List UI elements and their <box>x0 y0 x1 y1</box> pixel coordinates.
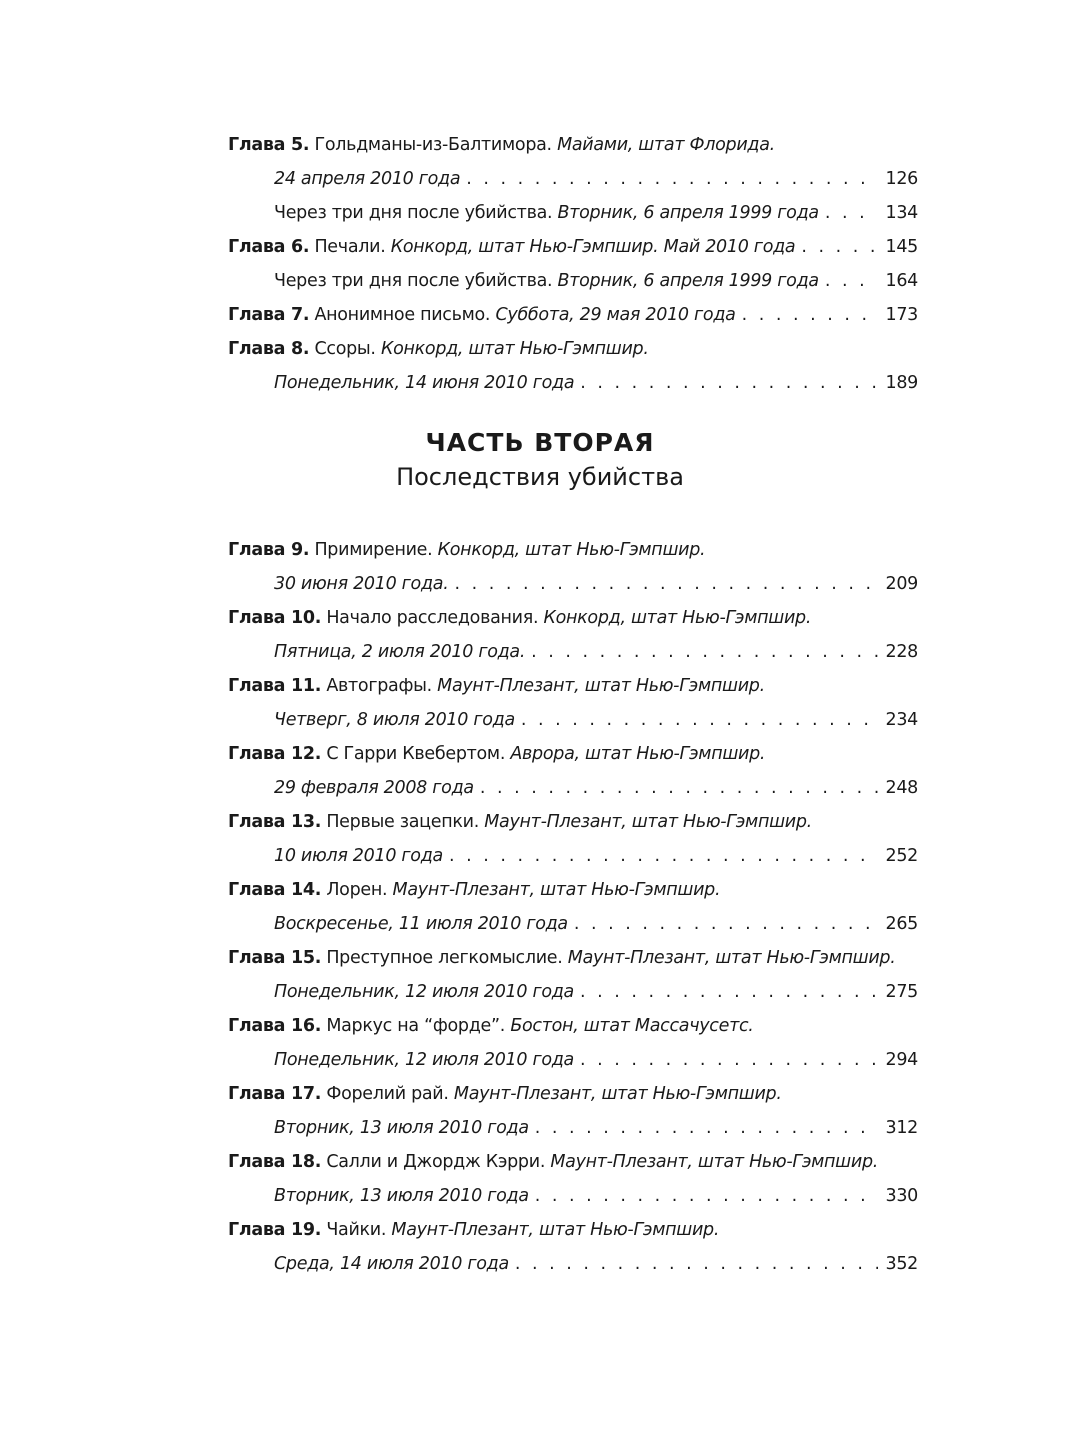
page-number: 234 <box>885 710 918 730</box>
dot-leader <box>825 264 878 298</box>
chapter-label: Глава 9. <box>228 540 310 560</box>
chapter-label: Глава 10. <box>228 608 322 628</box>
toc-entry-chapter-8 <box>228 332 918 366</box>
toc-entry-chapter-6 <box>228 230 918 264</box>
subsection-text <box>274 264 819 298</box>
page-number: 252 <box>885 846 918 866</box>
dot-leader <box>825 196 878 230</box>
toc-entry-chapter-14-date <box>228 907 918 941</box>
toc-entry-subsection <box>228 264 918 298</box>
chapter-label: Глава 19. <box>228 1220 322 1240</box>
chapter-label: Глава 12. <box>228 744 322 764</box>
chapter-place: Бостон, штат Массачусетс. <box>510 1016 754 1036</box>
subsection-title: Через три дня после убийства. <box>274 271 553 291</box>
page-number: 164 <box>885 271 918 291</box>
page-number: 189 <box>885 373 918 393</box>
toc-entry-chapter-16 <box>228 1009 918 1043</box>
toc-entry-chapter-15-date <box>228 975 918 1009</box>
subsection-title: Через три дня после убийства. <box>274 203 553 223</box>
chapter-place: Конкорд, штат Нью-Гэмпшир. <box>437 540 706 560</box>
chapter-date: Вторник, 13 июля 2010 года <box>274 1186 529 1206</box>
toc-entry-chapter-12-date <box>228 771 918 805</box>
chapter-title: Салли и Джордж Кэрри. <box>326 1152 546 1172</box>
subsection-date: Вторник, 6 апреля 1999 года <box>557 271 819 291</box>
dot-leader <box>801 230 878 264</box>
toc-entry-subsection <box>228 196 918 230</box>
toc-entry-chapter-5-date <box>228 162 918 196</box>
chapter-date: Понедельник, 12 июля 2010 года <box>274 1050 574 1070</box>
toc-entry-chapter-5 <box>228 128 918 162</box>
chapter-label: Глава 6. <box>228 237 310 257</box>
chapter-label: Глава 17. <box>228 1084 322 1104</box>
toc-entry-chapter-10 <box>228 601 918 635</box>
dot-leader <box>535 1179 878 1213</box>
toc-part-two <box>228 533 918 1281</box>
chapter-title: Лорен. <box>326 880 388 900</box>
page-number: 294 <box>885 1050 918 1070</box>
chapter-label: Глава 8. <box>228 339 310 359</box>
page-number: 275 <box>885 982 918 1002</box>
chapter-title: Чайки. <box>326 1220 387 1240</box>
chapter-place: Маунт-Плезант, штат Нью-Гэмпшир. <box>567 948 896 968</box>
chapter-place: Маунт-Плезант, штат Нью-Гэмпшир. <box>392 880 721 900</box>
chapter-title: Первые зацепки. <box>326 812 479 832</box>
chapter-place: Маунт-Плезант, штат Нью-Гэмпшир. <box>391 1220 720 1240</box>
chapter-date: Суббота, 29 мая 2010 года <box>495 305 736 325</box>
dot-leader <box>466 162 878 196</box>
page-number: 248 <box>885 778 918 798</box>
chapter-title: Анонимное письмо. <box>314 305 491 325</box>
chapter-place: Майами, штат Флорида. <box>557 135 775 155</box>
chapter-place: Маунт-Плезант, штат Нью-Гэмпшир. <box>550 1152 879 1172</box>
chapter-place: Маунт-Плезант, штат Нью-Гэмпшир. <box>437 676 765 696</box>
dot-leader <box>515 1247 878 1281</box>
chapter-title: Преступное легкомыслие. <box>326 948 563 968</box>
chapter-title: Ссоры. <box>314 339 376 359</box>
subsection-text <box>274 196 819 230</box>
page-number: 145 <box>885 237 918 257</box>
chapter-date: Вторник, 13 июля 2010 года <box>274 1118 529 1138</box>
chapter-label: Глава 5. <box>228 135 310 155</box>
page-number: 265 <box>885 914 918 934</box>
toc-entry-chapter-12 <box>228 737 918 771</box>
chapter-title: Форелий рай. <box>326 1084 449 1104</box>
toc-entry-chapter-9-date <box>228 567 918 601</box>
toc-entry-chapter-16-date <box>228 1043 918 1077</box>
dot-leader <box>580 975 878 1009</box>
chapter-label: Глава 11. <box>228 676 322 696</box>
subsection-date: Вторник, 6 апреля 1999 года <box>557 203 819 223</box>
dot-leader <box>742 298 878 332</box>
toc-part-one <box>228 128 918 400</box>
toc-entry-chapter-13 <box>228 805 918 839</box>
chapter-title: Гольдманы-из-Балтимора. <box>314 135 552 155</box>
toc-entry-chapter-7 <box>228 298 918 332</box>
page-number: 209 <box>885 574 918 594</box>
toc-entry-chapter-13-date <box>228 839 918 873</box>
dot-leader <box>574 907 878 941</box>
chapter-title: Начало расследования. <box>326 608 539 628</box>
chapter-date: 30 июня 2010 года. <box>274 574 449 594</box>
dot-leader <box>454 567 878 601</box>
dot-leader <box>480 771 878 805</box>
toc-entry-chapter-11-date <box>228 703 918 737</box>
chapter-text <box>228 230 795 264</box>
chapter-place: Маунт-Плезант, штат Нью-Гэмпшир. <box>484 812 812 832</box>
chapter-date: Понедельник, 12 июля 2010 года <box>274 982 574 1002</box>
chapter-title: Печали. <box>314 237 386 257</box>
chapter-label: Глава 16. <box>228 1016 322 1036</box>
page-number: 173 <box>885 305 918 325</box>
chapter-title: С Гарри Квебертом. <box>326 744 506 764</box>
part-two-subtitle: Последствия убийства <box>396 463 684 491</box>
dot-leader <box>580 1043 878 1077</box>
chapter-date: 10 июля 2010 года <box>274 846 443 866</box>
chapter-text <box>228 298 736 332</box>
chapter-date: Понедельник, 14 июня 2010 года <box>274 373 575 393</box>
chapter-label: Глава 14. <box>228 880 322 900</box>
toc-entry-chapter-17 <box>228 1077 918 1111</box>
chapter-place: Конкорд, штат Нью-Гэмпшир. <box>543 608 812 628</box>
page-number: 312 <box>885 1118 918 1138</box>
page-number: 126 <box>885 169 918 189</box>
chapter-date: Воскресенье, 11 июля 2010 года <box>274 914 568 934</box>
chapter-date: Конкорд, штат Нью-Гэмпшир. Май 2010 года <box>390 237 796 257</box>
chapter-label: Глава 15. <box>228 948 322 968</box>
toc-entry-chapter-8-date <box>228 366 918 400</box>
chapter-place: Маунт-Плезант, штат Нью-Гэмпшир. <box>453 1084 782 1104</box>
page-number: 134 <box>885 203 918 223</box>
dot-leader <box>449 839 878 873</box>
dot-leader <box>531 635 878 669</box>
chapter-place: Аврора, штат Нью-Гэмпшир. <box>510 744 766 764</box>
page-number: 330 <box>885 1186 918 1206</box>
chapter-date: Пятница, 2 июля 2010 года. <box>274 642 526 662</box>
toc-entry-chapter-19 <box>228 1213 918 1247</box>
part-two-title: ЧАСТЬ ВТОРАЯ <box>425 428 655 457</box>
chapter-date: 29 февраля 2008 года <box>274 778 474 798</box>
page-number: 228 <box>885 642 918 662</box>
toc-entry-chapter-10-date <box>228 635 918 669</box>
dot-leader <box>521 703 878 737</box>
toc-entry-chapter-18 <box>228 1145 918 1179</box>
toc-entry-chapter-19-date <box>228 1247 918 1281</box>
chapter-date: 24 апреля 2010 года <box>274 169 461 189</box>
toc-entry-chapter-14 <box>228 873 918 907</box>
page-number: 352 <box>885 1254 918 1274</box>
chapter-title: Автографы. <box>326 676 432 696</box>
chapter-label: Глава 7. <box>228 305 310 325</box>
chapter-place: Конкорд, штат Нью-Гэмпшир. <box>380 339 649 359</box>
chapter-title: Маркус на “форде”. <box>326 1016 506 1036</box>
toc-entry-chapter-18-date <box>228 1179 918 1213</box>
toc-entry-chapter-9 <box>228 533 918 567</box>
toc-entry-chapter-11 <box>228 669 918 703</box>
toc-entry-chapter-17-date <box>228 1111 918 1145</box>
chapter-title: Примирение. <box>314 540 433 560</box>
chapter-label: Глава 18. <box>228 1152 322 1172</box>
chapter-label: Глава 13. <box>228 812 322 832</box>
chapter-date: Четверг, 8 июля 2010 года <box>274 710 515 730</box>
dot-leader <box>535 1111 878 1145</box>
dot-leader <box>580 366 878 400</box>
chapter-date: Среда, 14 июля 2010 года <box>274 1254 509 1274</box>
toc-entry-chapter-15 <box>228 941 918 975</box>
